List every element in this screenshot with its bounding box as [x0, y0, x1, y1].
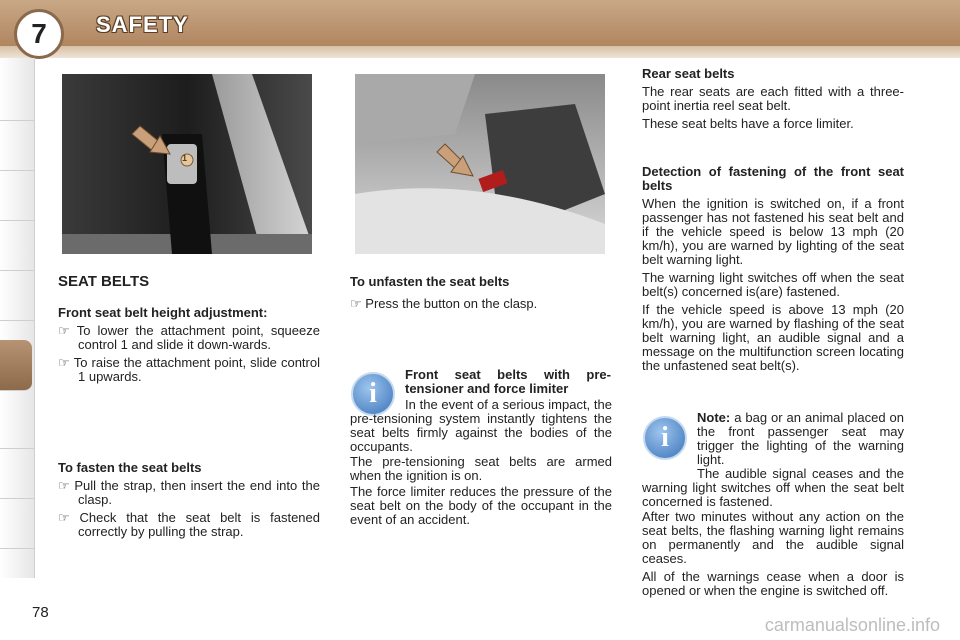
- hand-pointer-icon: ☞: [58, 323, 77, 338]
- hand-pointer-icon: ☞: [58, 478, 75, 493]
- unfasten-heading: To unfasten the seat belts: [350, 274, 510, 289]
- pretensioner-p2: The pre-tensioning seat belts are armed when the ignition is on.: [350, 454, 612, 483]
- page-number: 78: [32, 604, 49, 621]
- chapter-tab[interactable]: [0, 170, 34, 221]
- bullet-item: ☞ Check that the seat belt is fastened correctly by pulling the strap.: [58, 510, 320, 539]
- chapter-tab[interactable]: [0, 70, 34, 121]
- after-block: [642, 510, 904, 602]
- pretensioner-p3: The force limiter reduces the pressure of the seat belt on the body of the occupant in the event of an accident.: [350, 484, 612, 527]
- detection-block: [642, 165, 904, 377]
- chapter-tab[interactable]: [0, 498, 34, 549]
- hand-pointer-icon: ☞: [350, 296, 366, 311]
- chapter-tabs-rail: [0, 58, 35, 578]
- unfasten-block: [350, 275, 612, 315]
- pretensioner-p1: In the event of a serious impact, the pre-tensioning system instantly tightens the seat belts firmly against the bodies of the occupants.: [350, 397, 612, 454]
- fasten-block: [58, 461, 320, 543]
- rear-belts-block: [642, 67, 904, 135]
- note-p1: a bag or an animal placed on the front passenger seat may trigger the lighting of the warning light.: [697, 410, 904, 467]
- chapter-tab[interactable]: [0, 220, 34, 271]
- chapter-tab[interactable]: [0, 448, 34, 499]
- note-block: [697, 411, 904, 471]
- hand-pointer-icon: ☞: [58, 510, 80, 525]
- hand-pointer-icon: ☞: [58, 355, 74, 370]
- detect-p1: When the ignition is switched on, if a front passenger has not fastened his seat belt and if the vehicle speed is below 13 mph (20 km/h), you are warned by lighting of the seat belt warning light.: [642, 196, 904, 267]
- section-title: SEAT BELTS: [58, 273, 150, 290]
- bullet-item: ☞ To lower the attachment point, squeeze control 1 and slide it down-wards.: [58, 323, 320, 352]
- detect-p3: If the vehicle speed is above 13 mph (20 km/h), you are warned by flashing of the seat belt warning light, an audible signal and a message on the multifunction screen locating the unfastened seat belt(s).: [642, 302, 904, 373]
- chapter-tab[interactable]: [0, 270, 34, 321]
- callout-label: 1: [182, 153, 188, 163]
- header-underline: [0, 46, 960, 58]
- bullet-item: ☞ Press the button on the clasp.: [350, 296, 538, 311]
- chapter-tab[interactable]: [0, 120, 34, 171]
- chapter-number-badge: 7: [14, 9, 64, 59]
- chapter-tab[interactable]: [0, 398, 34, 449]
- seat-belt-buckle-photo: [355, 74, 605, 254]
- rear-p2: These seat belts have a force limiter.: [642, 116, 854, 131]
- bullet-item: ☞ To raise the attachment point, slide control 1 upwards.: [58, 355, 320, 384]
- height-adjustment-block: [58, 306, 320, 388]
- rear-p1: The rear seats are each fitted with a three-point inertia reel seat belt.: [642, 84, 904, 113]
- watermark: carmanualsonline.info: [764, 615, 940, 635]
- chapter-title: SAFETY: [96, 12, 189, 37]
- info-icon: i: [643, 416, 687, 460]
- detect-p4: After two minutes without any action on the seat belts, the flashing warning light remains on permanently and the audible signal ceases.: [642, 509, 904, 566]
- info-icon: i: [351, 372, 395, 416]
- fasten-heading: To fasten the seat belts: [58, 460, 202, 475]
- pretensioner-heading: Front seat belts with pre-tensioner and force limiter: [405, 367, 611, 396]
- detect-heading: Detection of fastening of the front seat belts: [642, 164, 904, 193]
- bullet-item: ☞ Pull the strap, then insert the end into the clasp.: [58, 478, 320, 507]
- note-label: Note:: [697, 410, 731, 425]
- detect-p2: The warning light switches off when the seat belt(s) concerned is(are) fastened.: [642, 270, 904, 299]
- chapter-tab-active[interactable]: [0, 340, 32, 391]
- seat-belt-height-photo: [62, 74, 312, 254]
- pretensioner-heading-block: [405, 368, 611, 400]
- note-p2: The audible signal ceases and the warning light switches off when the seat belt concerned is fastened.: [642, 466, 904, 509]
- detect-p5: All of the warnings cease when a door is opened or when the engine is switched off.: [642, 569, 904, 598]
- rear-heading: Rear seat belts: [642, 66, 735, 81]
- height-heading: Front seat belt height adjustment:: [58, 305, 268, 320]
